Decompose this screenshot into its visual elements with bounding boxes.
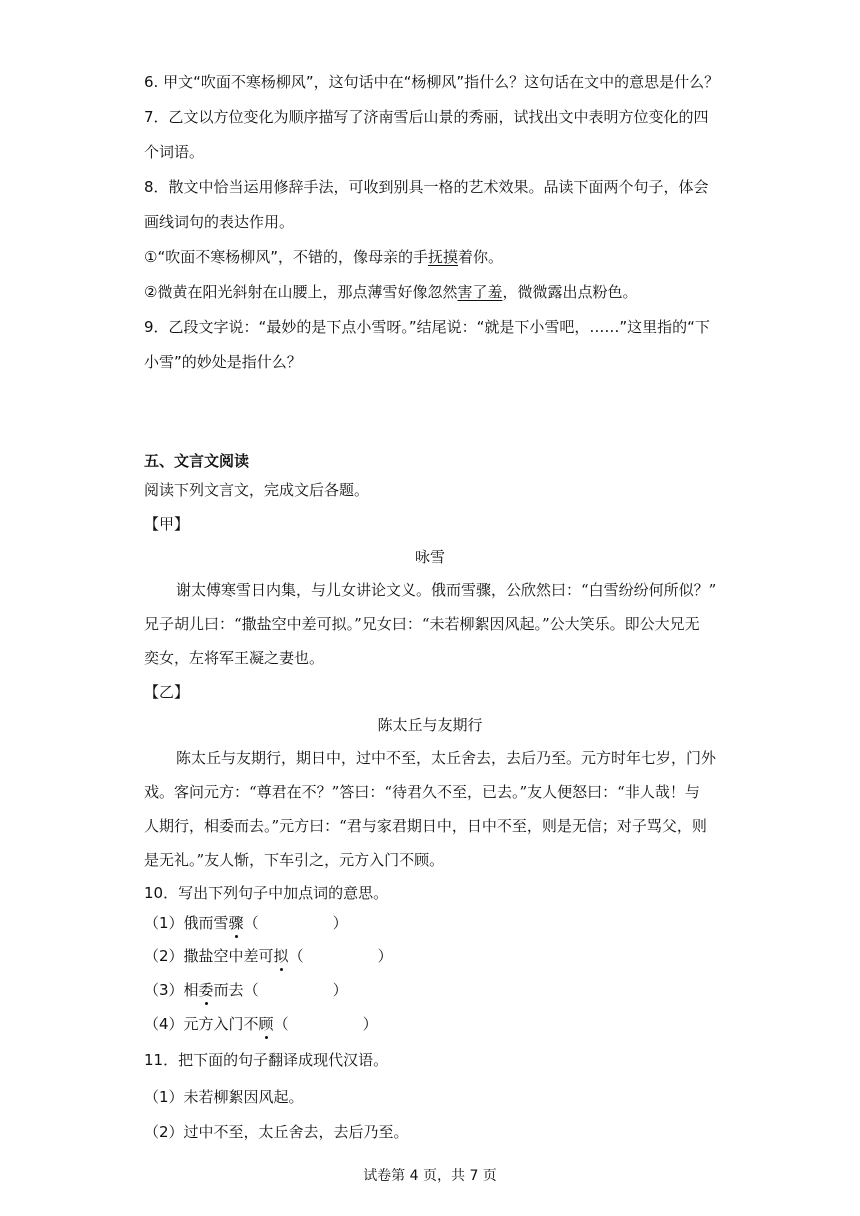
item-text: （3）相 xyxy=(144,981,199,999)
open-paren: （ xyxy=(273,1015,289,1033)
passage-jia-title: 咏雪 xyxy=(414,548,445,566)
question-9-line-1: 9．乙段文字说：“最妙的是下点小雪呀。”结尾说：“就是下小雪吧，……”这里指的“下 xyxy=(144,318,710,336)
item-text: （1）俄而雪 xyxy=(144,914,229,932)
sentence-2-prefix: ②微黄在阳光斜射在山腰上，那点薄雪好像忽然 xyxy=(144,283,458,301)
dotted-word: 顾 xyxy=(258,1015,274,1033)
passage-yi-line-1: 陈太丘与友期行，期日中，过中不至，太丘舍去，去后乃至。元方时年七岁，门外 xyxy=(176,749,717,767)
question-10-item-2 xyxy=(144,946,393,966)
open-paren: （ xyxy=(243,914,259,932)
dotted-word: 委 xyxy=(198,981,214,999)
passage-jia-line-1: 谢太傅寒雪日内集，与儿女讲论文义。俄而雪骤，公欣然曰：“白雪纷纷何所似？” xyxy=(176,581,717,599)
close-paren: ） xyxy=(362,1015,378,1033)
item-text: （4）元方入门不 xyxy=(144,1015,259,1033)
section-5-title: 五、文言文阅读 xyxy=(144,452,250,470)
passage-yi-line-2: 戏。客问元方：“尊君在不？”答曰：“待君久不至，已去。”友人便怒曰：“非人哉！与 xyxy=(144,783,700,801)
sentence-1-suffix: 着你。 xyxy=(458,248,504,266)
question-11-sentence-1: （1）未若柳絮因风起。 xyxy=(144,1088,304,1106)
question-10-item-3 xyxy=(144,980,348,1000)
sentence-1-prefix: ①“吹面不寒杨柳风”，不错的，像母亲的手 xyxy=(144,248,428,266)
question-11-stem: 11．把下面的句子翻译成现代汉语。 xyxy=(144,1051,389,1069)
question-10-item-1 xyxy=(144,913,348,933)
question-7-line-1: 7．乙文以方位变化为顺序描写了济南雪后山景的秀丽，试找出文中表明方位变化的四 xyxy=(144,108,709,126)
question-8-line-2: 画线词句的表达作用。 xyxy=(144,213,295,231)
underlined-phrase-1: 抚摸 xyxy=(428,248,459,266)
question-6: 6. 甲文“吹面不寒杨柳风”，这句话中在“杨柳风”指什么？这句话在文中的意思是什么？ xyxy=(144,73,720,91)
dotted-word: 拟 xyxy=(273,947,289,965)
underlined-phrase-2: 害了羞 xyxy=(457,283,503,301)
passage-jia-line-3: 奕女，左将军王凝之妻也。 xyxy=(144,649,325,667)
passage-yi-label: 【乙】 xyxy=(144,683,190,701)
question-8-line-1: 8．散文中恰当运用修辞手法，可收到别具一格的艺术效果。品读下面两个句子，体会 xyxy=(144,178,709,196)
passage-yi-line-3: 人期行，相委而去。”元方曰：“君与家君期日中，日中不至，则是无信；对子骂父，则 xyxy=(144,817,707,835)
passage-yi-line-4: 是无礼。”友人惭，下车引之，元方入门不顾。 xyxy=(144,851,445,869)
question-8-sentence-1 xyxy=(144,247,503,267)
passage-jia-line-2: 兄子胡儿曰：“撒盐空中差可拟。”兄女曰：“未若柳絮因风起。”公大笑乐。即公大兄无 xyxy=(144,615,700,633)
question-10-stem: 10．写出下列句子中加点词的意思。 xyxy=(144,884,389,902)
close-paren: ） xyxy=(332,981,348,999)
close-paren: ） xyxy=(332,914,348,932)
question-10-item-4 xyxy=(144,1014,378,1034)
open-paren: （ xyxy=(288,947,304,965)
question-11-sentence-2: （2）过中不至，太丘舍去，去后乃至。 xyxy=(144,1123,409,1141)
open-paren: 而去（ xyxy=(213,981,259,999)
dotted-word: 骤 xyxy=(228,914,244,932)
section-5-instruction: 阅读下列文言文，完成文后各题。 xyxy=(144,481,370,499)
item-text: （2）撒盐空中差可 xyxy=(144,947,274,965)
close-paren: ） xyxy=(377,947,393,965)
page-footer: 试卷第 4 页，共 7 页 xyxy=(363,1168,497,1184)
passage-yi-title: 陈太丘与友期行 xyxy=(377,716,483,734)
question-8-sentence-2 xyxy=(144,282,637,302)
passage-jia-label: 【甲】 xyxy=(144,515,190,533)
question-7-line-2: 个词语。 xyxy=(144,143,205,161)
sentence-2-suffix: ，微微露出点粉色。 xyxy=(502,283,638,301)
question-9-line-2: 小雪”的妙处是指什么？ xyxy=(144,353,302,371)
